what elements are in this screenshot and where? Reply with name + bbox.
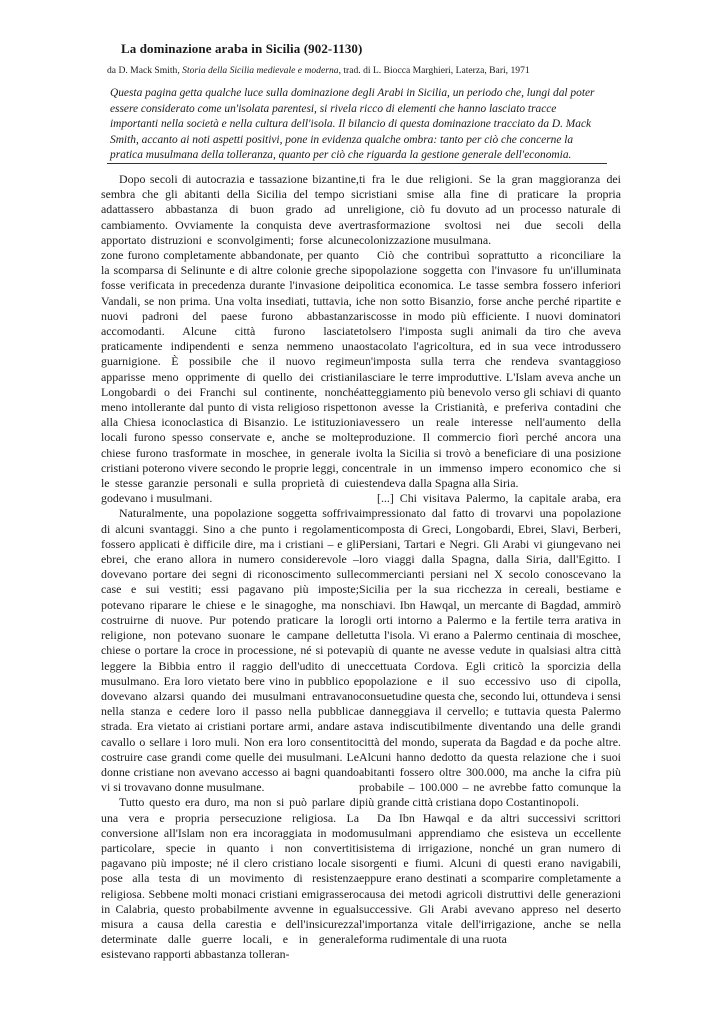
body-paragraph: Da Ibn Hawqal e da altri successivi scrittori musulmani apprendiamo che esisteva un eccellente sistema di irrigazione, nonché un gran numero di sorgenti e fiumi. Alcuni di questi erano navigabili, eppure erano destinati a scomparire completamente a causa dei metodi agricoli distruttivi delle generazioni successive. Gli Arabi avevano appreso nel deserto l'importanza vitale dell'irrigazione, anche se nella forma rudimentale di una ruota [359, 810, 621, 947]
body-paragraph: Naturalmente, una popolazione soggetta soffriva di alcuni svantaggi. Sino a che punto i regolamenti fossero applicati è difficile dire, ma i cristiani – e gli ebrei, che erano allora in numero considerevole – dovevano portare dei segni di riconoscimento sulle case e sui vestiti; essi pagavano più imposte; potevano riparare le chiese e le sinagoghe, ma non costruirne di nuove. Pur potendo praticare la loro religione, non potevano suonare le campane delle chiese o portare la croce in processione, né si poteva leggere la Bibbia entro il raggio dell'udito di un musulmano. Era loro vietato bere vino in pubblico e dovevano alzarsi quando dei musulmani entravano nella stanza e cedere loro il passo nella pubblica strada. Era vietato ai cristiani portare armi, andare a cavallo o sellare i loro muli. Non era loro consentito costruire case grandi come quelle dei musulmani. Le donne cristiane non avevano accesso ai bagni quando vi si trovavano donne musulmane. [101, 506, 359, 795]
right-column [359, 172, 621, 947]
page-title: La dominazione araba in Sicilia (902-1130) [121, 41, 363, 56]
body-paragraph: Tutto questo era duro, ma non si può parlare di una vera e propria persecuzione religiosa. La conversione all'Islam non era incoraggiata in modo particolare, specie in quanto i non convertiti pagavano più imposte; né il clero cristiano locale si pose alla testa di un movimento di resistenza religiosa. Sebbene molti monaci cristiani emigrassero in Calabria, questo probabilmente avvenne in egual misura a causa della carestia e dell'insicurezza determinate dalle guerre locali, e in generale esistevano rapporti abbastanza tolleran- [101, 795, 359, 962]
body-paragraph: Ciò che contribuì soprattutto a riconciliare la popolazione soggetta con l'invasore fu un'illuminata politica economica. Le tasse sembra fossero inferiori che non sotto Bisanzio, forse anche perché ripartite e riscosse in modo più efficiente. I nuovi dominatori tolsero l'imposta sugli animali da tiro che aveva ostacolato l'agricoltura, ed in sua vece introdussero un'imposta sulla terra che rendeva svantaggioso lasciare le terre improduttive. L'Islam aveva anche un atteggiamento più benevolo verso gli schiavi di quanto non avesse la Cristianità, e preferiva contadini che avessero un reale interesse nell'aumento della produzione. Il commercio fiorì perché ancora una volta la Sicilia si trovò a beneficiare di una posizione centrale in un immenso impero economico che si estendeva dalla Spagna alla Siria. [359, 248, 621, 491]
intro-paragraph: Questa pagina getta qualche luce sulla dominazione degli Arabi in Sicilia, un periodo che, lungi dal poter essere considerato come un'isolata parentesi, si rivela ricco di elementi che hanno lasciato tracce importanti nella società e nella cultura dell'isola. Il bilancio di questa dominazione tracciato da D. Mack Smith, accanto ai noti aspetti positivi, pone in evidenza qualche ombra: tanto per ciò che concerne la pratica musulmana della tolleranza, quanto per ciò che riguarda la gestione generale dell'economia. [110, 87, 595, 162]
source-citation [107, 65, 627, 76]
section-divider [107, 163, 607, 164]
body-paragraph: Dopo secoli di autocrazia e tassazione bizantine, sembra che gli abitanti della Sicilia del tempo si adattassero abbastanza di buon grado ad un cambiamento. Ovviamente la conquista deve aver apportato distruzioni e sconvolgimenti; forse alcune zone furono completamente abbandonate, per quanto la scomparsa di Selinunte e di altre colonie greche si fosse verificata in precedenza durante l'invasione dei Vandali, se non prima. Una volta insediati, tuttavia, i nuovi padroni del paese furono abbastanza accomodanti. Alcune città furono lasciate praticamente indipendenti e senza nemmeno una guarnigione. È possibile che il nuovo regime apparisse meno opprimente di quello dei cristiani Longobardi o dei Franchi sul continente, nonché meno intollerante dal punto di vista religioso rispetto alla Chiesa iconoclastica di Bisanzio. Le istituzioni locali furono spesso conservate e, anche se molte chiese furono trasformate in moschee, in generale i cristiani poterono vivere secondo le proprie leggi, con le stesse garanzie personali e sulla proprietà di cui godevano i musulmani. [101, 172, 359, 506]
source-prefix: da D. Mack Smith, [107, 65, 183, 76]
source-suffix: , trad. di L. Biocca Marghieri, Laterza, Bari, 1971 [338, 65, 530, 76]
body-paragraph: [...] Chi visitava Palermo, la capitale araba, era impressionato dal fatto di trovarvi una popolazione composta di Greci, Longobardi, Ebrei, Slavi, Berberi, Persiani, Tartari e Negri. Gli Arabi vi giungevano nei loro viaggi dalla Spagna, dalla Siria, dall'Egitto. I commercianti persiani nel X secolo conoscevano la Sicilia per la sua ricchezza in cereali, bestiame e schiavi. Ibn Hawqal, un mercante di Bagdad, ammirò gli orti intorno a Palermo e la fertile terra arativa in tutta l'isola. Vi erano a Palermo centinaia di moschee, più di quante ne avesse vedute in qualsiasi altra città eccettuata Cordova. Egli criticò la sporcizia della popolazione e il suo eccessivo uso di cipolla, consuetudine questa che, secondo lui, ottundeva i sensi e danneggiava il cervello; e tuttavia questa Palermo stava indiscutibilmente diventando una delle grandi città del mondo, superata da Bagdad e da poche altre. Alcuni hanno dedotto da questa relazione che i suoi abitanti fossero oltre 300.000, ma anche la cifra più probabile – 100.000 – ne avrebbe fatto comunque la più grande città cristiana dopo Costantinopoli. [359, 491, 621, 810]
left-column [101, 172, 359, 963]
body-paragraph-continuation: ti fra le due religioni. Se la gran maggioranza dei cristiani smise alla fine di praticare la propria religione, ciò fu dovuto ad un processo naturale di trasformazione svoltosi nei due secoli della colonizzazione musulmana. [359, 172, 621, 247]
source-work-title: Storia della Sicilia medievale e moderna [182, 65, 339, 76]
